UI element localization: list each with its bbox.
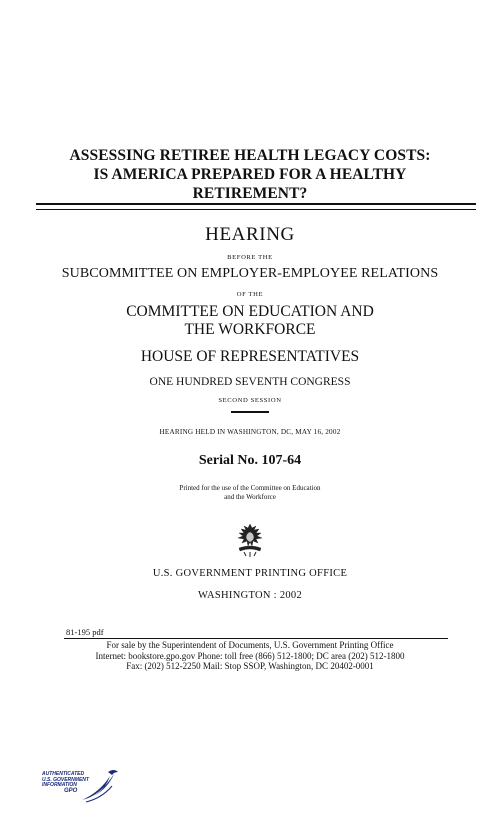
- sales-footer: [0, 640, 500, 672]
- hearing-held-line: HEARING HELD IN WASHINGTON, DC, MAY 16, 2002: [159, 428, 341, 436]
- gpo-city-date: WASHINGTON : 2002: [197, 590, 303, 601]
- session-label: SECOND SESSION: [218, 397, 282, 404]
- of-the-label: OF THE: [236, 291, 264, 298]
- title-line: IS AMERICA PREPARED FOR A HEALTHY: [93, 166, 407, 183]
- footer-line: Internet: bookstore.gpo.gov Phone: toll free (866) 512-1800; DC area (202) 512-1800: [95, 650, 405, 661]
- title-rule-thick: [36, 203, 476, 205]
- printed-line: Printed for the use of the Committee on Education: [179, 484, 321, 492]
- before-the-label: BEFORE THE: [227, 254, 273, 261]
- house-name: HOUSE OF REPRESENTATIVES: [140, 348, 360, 365]
- gpo-office-name: U.S. GOVERNMENT PRINTING OFFICE: [152, 568, 348, 579]
- footer-line: Fax: (202) 512-2250 Mail: Stop SSOP, Washington, DC 20402-0001: [126, 661, 374, 671]
- gpo-authenticated-logo: [42, 766, 122, 808]
- printed-for-note: [0, 484, 500, 502]
- printed-line: and the Workforce: [224, 493, 276, 501]
- serial-number: Serial No. 107-64: [198, 453, 302, 468]
- auth-line: GPO: [64, 787, 78, 794]
- committee-line: THE WORKFORCE: [184, 321, 316, 338]
- auth-line: U.S. GOVERNMENT: [42, 776, 89, 783]
- eagle-seal-icon: [230, 520, 270, 560]
- footer-line: For sale by the Superintendent of Documents, U.S. Government Printing Office: [106, 640, 394, 650]
- auth-line: AUTHENTICATED: [42, 771, 85, 777]
- congress-name: ONE HUNDRED SEVENTH CONGRESS: [149, 376, 351, 388]
- committee-name: [0, 303, 500, 339]
- session-rule: [231, 411, 269, 413]
- committee-line: COMMITTEE ON EDUCATION AND: [126, 303, 374, 320]
- subcommittee-name: SUBCOMMITTEE ON EMPLOYER-EMPLOYEE RELATIONS: [61, 266, 439, 281]
- auth-line: INFORMATION: [42, 782, 77, 789]
- pdf-identifier: 81-195 pdf: [66, 627, 104, 637]
- hearing-heading: HEARING: [205, 224, 295, 245]
- document-title: [0, 146, 500, 203]
- footer-rule: [64, 638, 448, 639]
- title-line: ASSESSING RETIREE HEALTH LEGACY COSTS:: [69, 147, 431, 164]
- title-rule-thin: [36, 209, 476, 210]
- title-line: RETIREMENT?: [192, 185, 308, 202]
- auth-logo-text: [42, 772, 89, 794]
